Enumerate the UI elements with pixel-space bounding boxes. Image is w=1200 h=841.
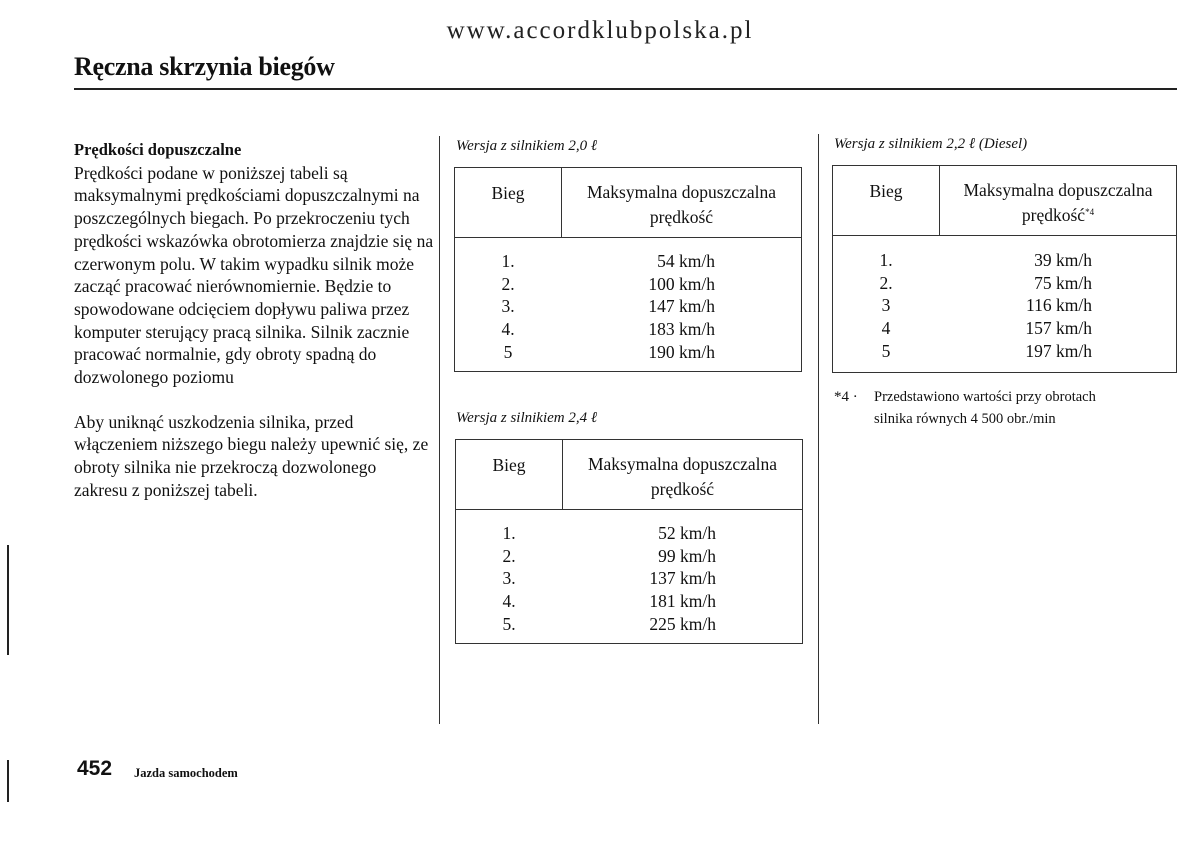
table-body: [833, 249, 1176, 362]
table-row: [456, 613, 802, 636]
footnote-mark: *4 ·: [834, 389, 858, 405]
footnote-text: Przedstawiono wartości przy obrotach: [874, 389, 1096, 405]
gear-cell: 3.: [501, 296, 515, 317]
gear-cell: 2.: [879, 272, 893, 293]
table-row: [455, 250, 801, 273]
page-title: Ręczna skrzynia biegów: [74, 52, 335, 81]
column-divider: [818, 134, 819, 724]
gear-cell: 1.: [879, 250, 893, 270]
scan-edge-mark: [7, 760, 9, 802]
header-speed-word: prędkość: [649, 207, 714, 227]
speed-table-2-0: [454, 167, 802, 372]
header-speed-line1: Maksymalna dopuszczalna: [963, 180, 1153, 200]
footnote-line1: [834, 386, 1174, 408]
table-row: [455, 295, 801, 318]
footnote-ref: *4: [1085, 207, 1095, 217]
title-divider: [74, 88, 1177, 90]
table-header: [456, 440, 802, 510]
table-header: [833, 166, 1176, 236]
header-gear: Bieg: [491, 183, 525, 203]
table-body: [455, 250, 801, 363]
header-gear: Bieg: [869, 181, 903, 201]
header-speed-line2: [562, 203, 801, 228]
header-speed-word: prędkość: [650, 479, 715, 499]
speed-cell: 54 km/h: [657, 251, 715, 271]
page-number: 452: [77, 757, 113, 780]
table-caption-2-2-diesel: Wersja z silnikiem 2,2 ℓ (Diesel): [834, 136, 1028, 152]
gear-cell: 1.: [502, 523, 516, 543]
intro-text-column: [74, 139, 434, 502]
footnote-line2: silnika równych 4 500 obr./min: [874, 411, 1056, 427]
speed-cell: 147 km/h: [648, 296, 715, 317]
intro-paragraph: Prędkości podane w poniższej tabeli są maksymalnymi prędkościami dopuszczalnymi na poszczególnych biegach. Po przekroczeniu tych prędkości wskazówka obrotomierza znajdzie się na czerwonym polu. W takim wypadku silnik może zacząć pracować nierównomiernie. Będzie to spowodowane odcięciem dopływu paliwa przez komputer sterujący pracą silnika. Silnik zacznie pracować normalnie, gdy obroty spadną do dozwolonego poziomu: [74, 162, 434, 388]
table-row: [833, 317, 1176, 340]
speed-cell: 99 km/h: [658, 545, 716, 566]
gear-cell: 2.: [502, 545, 516, 566]
table-row: [833, 294, 1176, 317]
warning-paragraph: Aby uniknąć uszkodzenia silnika, przed włączeniem niższego biegu należy upewnić się, ze obroty silnika nie przekroczą dozwolonego zakresu z poniższej tabeli.: [74, 411, 429, 500]
column-divider: [439, 136, 440, 724]
site-url: www.accordklubpolska.pl: [446, 17, 754, 44]
speed-cell: 75 km/h: [1034, 272, 1092, 293]
speed-cell: 225 km/h: [649, 613, 716, 634]
speed-cell: 157 km/h: [1025, 318, 1092, 339]
header-speed-word: prędkość: [1021, 205, 1086, 225]
table-row: [455, 318, 801, 341]
table-row: [833, 249, 1176, 272]
table-caption-2-4: Wersja z silnikiem 2,4 ℓ: [456, 410, 598, 426]
table-header: [455, 168, 801, 238]
speed-cell: 39 km/h: [1034, 250, 1092, 270]
table-row: [455, 273, 801, 296]
table-row: [456, 567, 802, 590]
table-row: [833, 272, 1176, 295]
speed-cell: 190 km/h: [648, 341, 715, 362]
gear-cell: 3: [881, 295, 891, 316]
table-row: [455, 341, 801, 364]
speed-cell: 181 km/h: [649, 591, 716, 612]
table-row: [456, 522, 802, 545]
header-speed-line2: [940, 201, 1176, 226]
gear-cell: 1.: [501, 251, 515, 271]
scan-edge-mark: [7, 545, 9, 655]
header-speed: [563, 453, 802, 500]
gear-cell: 5: [881, 340, 891, 361]
header-speed-line2: [563, 475, 802, 500]
speed-cell: 52 km/h: [658, 523, 716, 543]
gear-cell: 5.: [502, 613, 516, 634]
table-row: [833, 340, 1176, 363]
gear-cell: 4.: [501, 319, 515, 340]
footnote: [834, 386, 1174, 430]
section-name: Jazda samochodem: [134, 766, 238, 780]
header-speed-line1: Maksymalna dopuszczalna: [587, 454, 778, 474]
speed-cell: 100 km/h: [648, 273, 715, 294]
table-caption-2-0: Wersja z silnikiem 2,0 ℓ: [456, 138, 598, 154]
gear-cell: 3.: [502, 568, 516, 589]
speed-cell: 137 km/h: [649, 568, 716, 589]
header-speed: [940, 179, 1176, 226]
table-body: [456, 522, 802, 635]
gear-cell: 5: [503, 341, 513, 362]
gear-cell: 2.: [501, 273, 515, 294]
table-row: [456, 545, 802, 568]
header-gear: Bieg: [492, 455, 526, 475]
header-speed-line1: Maksymalna dopuszczalna: [586, 182, 777, 202]
speed-cell: 197 km/h: [1025, 340, 1092, 361]
header-speed: [562, 181, 801, 228]
table-row: [456, 590, 802, 613]
section-heading: Prędkości dopuszczalne: [74, 140, 242, 159]
gear-cell: 4: [881, 318, 891, 339]
speed-cell: 183 km/h: [648, 319, 715, 340]
speed-cell: 116 km/h: [1026, 295, 1092, 316]
gear-cell: 4.: [502, 591, 516, 612]
speed-table-2-2-diesel: [832, 165, 1177, 373]
speed-table-2-4: [455, 439, 803, 644]
